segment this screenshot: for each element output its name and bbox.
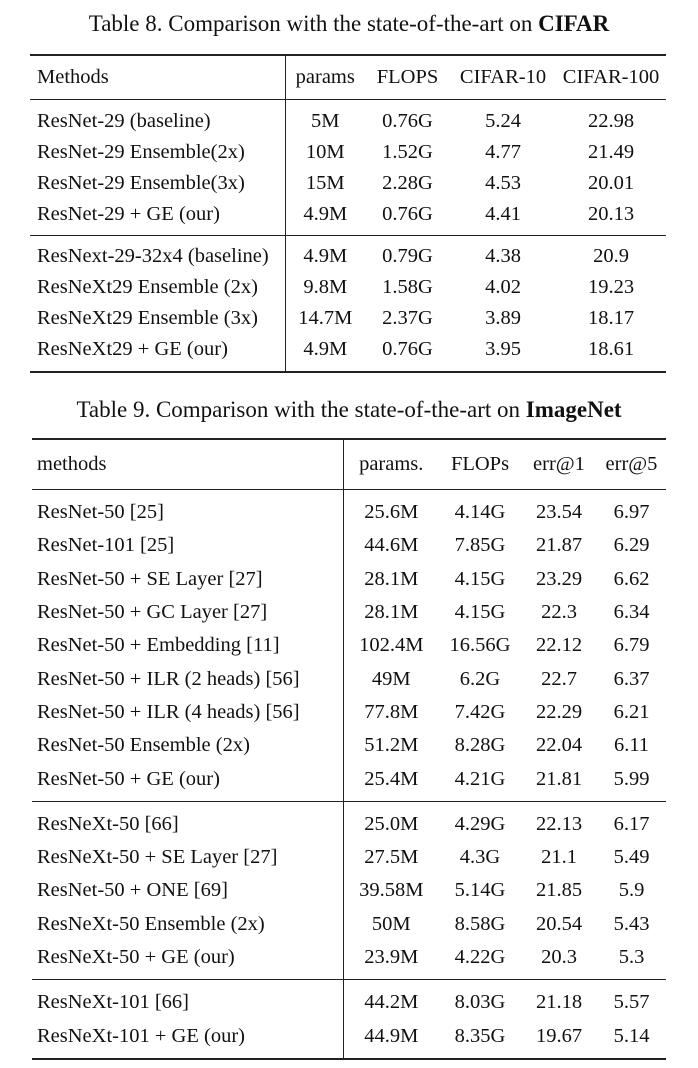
header-cifar100: CIFAR-100 [562, 66, 660, 88]
table-row [30, 168, 666, 199]
err1-cell: 23.29 [535, 567, 583, 590]
err1-cell: 22.7 [541, 667, 577, 690]
err5-cell: 5.49 [613, 846, 650, 869]
header-err1: err@1 [533, 453, 585, 475]
err5-cell: 6.29 [613, 534, 650, 557]
params-cell: 44.9M [343, 1019, 439, 1058]
flops-cell: 8.35G [454, 1024, 506, 1047]
cifar10-cell: 3.95 [485, 338, 521, 360]
table8-resnext-group [30, 236, 666, 373]
flops-cell: 7.85G [454, 534, 506, 557]
flops-cell: 4.21G [454, 767, 506, 790]
cifar-comparison-table [30, 54, 666, 373]
table8-resnet-group [30, 100, 666, 236]
flops-cell: 6.2G [459, 667, 501, 690]
flops-cell: 8.03G [454, 991, 506, 1014]
err1-cell: 22.3 [541, 601, 577, 624]
table-row [30, 236, 666, 273]
header-flops: FLOPs [450, 453, 510, 475]
method-cell: ResNet-29 Ensemble(2x) [37, 141, 245, 163]
err1-cell: 23.54 [535, 501, 583, 524]
table-row [30, 199, 666, 236]
params-cell: 4.9M [285, 199, 365, 236]
table8-caption-dataset: CIFAR [538, 11, 610, 36]
params-cell: 27.5M [343, 841, 439, 874]
flops-cell: 8.28G [454, 734, 506, 757]
table-row [30, 272, 666, 303]
method-cell: ResNet-50 + GE (our) [37, 767, 220, 790]
cifar100-cell: 19.23 [587, 276, 635, 298]
params-cell: 44.2M [343, 980, 439, 1020]
err5-cell: 5.57 [613, 991, 650, 1014]
method-cell: ResNeXt-50 + GE (our) [37, 946, 235, 968]
err5-cell: 6.62 [613, 567, 650, 590]
params-cell: 10M [285, 137, 365, 168]
method-cell: ResNet-50 + SE Layer [27] [37, 567, 263, 590]
flops-cell: 4.15G [454, 567, 506, 590]
params-cell: 14.7M [285, 303, 365, 334]
table-row [32, 596, 666, 629]
cifar100-cell: 22.98 [587, 110, 635, 132]
err1-cell: 20.54 [535, 912, 583, 935]
flops-cell: 4.14G [454, 501, 506, 524]
table9-resnext101-group [32, 980, 666, 1059]
flops-cell: 2.37G [382, 307, 433, 329]
params-cell: 50M [343, 908, 439, 941]
params-cell: 28.1M [343, 563, 439, 596]
err1-cell: 20.3 [541, 946, 577, 968]
err1-cell: 22.29 [535, 700, 583, 723]
header-cifar10: CIFAR-10 [459, 66, 547, 88]
table-row [32, 801, 666, 841]
params-cell: 4.9M [285, 236, 365, 273]
err5-cell: 5.43 [613, 912, 650, 935]
flops-cell: 0.76G [382, 110, 433, 132]
params-cell: 28.1M [343, 596, 439, 629]
params-cell: 49M [343, 662, 439, 695]
flops-cell: 16.56G [449, 634, 511, 657]
table-row [32, 908, 666, 941]
header-params: params. [343, 439, 439, 490]
params-cell: 4.9M [285, 334, 365, 372]
err5-cell: 6.79 [613, 634, 650, 657]
method-cell: ResNet-50 + ONE [69] [37, 879, 228, 902]
cifar100-cell: 21.49 [587, 141, 635, 163]
err1-cell: 19.67 [535, 1024, 583, 1047]
params-cell: 15M [285, 168, 365, 199]
err5-cell: 5.99 [613, 767, 650, 790]
err5-cell: 6.37 [613, 667, 650, 690]
method-cell: ResNet-29 + GE (our) [37, 203, 220, 225]
table-row [32, 980, 666, 1020]
table-row [30, 137, 666, 168]
params-cell: 25.6M [343, 490, 439, 530]
table8-caption-text: Table 8. Comparison with the state-of-the-art on [88, 11, 539, 36]
method-cell: ResNet-50 [25] [37, 501, 164, 524]
table9-caption-text: Table 9. Comparison with the state-of-the-art on [76, 397, 526, 422]
table9-resnet-group [32, 490, 666, 802]
table-row [32, 696, 666, 729]
flops-cell: 4.22G [454, 946, 506, 968]
flops-cell: 7.42G [454, 700, 506, 723]
method-cell: ResNeXt29 Ensemble (2x) [37, 276, 258, 298]
method-cell: ResNeXt-101 + GE (our) [37, 1024, 245, 1047]
err5-cell: 6.21 [613, 700, 650, 723]
table-row [32, 841, 666, 874]
err1-cell: 22.12 [535, 634, 583, 657]
params-cell: 77.8M [343, 696, 439, 729]
cifar100-cell: 18.17 [587, 307, 635, 329]
flops-cell: 4.3G [459, 846, 501, 869]
params-cell: 44.6M [343, 529, 439, 562]
err1-cell: 22.04 [535, 734, 583, 757]
header-methods: Methods [37, 66, 109, 88]
params-cell: 23.9M [343, 941, 439, 980]
table-row [32, 762, 666, 801]
cifar10-cell: 4.53 [485, 172, 521, 194]
table-row [32, 729, 666, 762]
flops-cell: 4.29G [454, 812, 506, 835]
table-row [32, 941, 666, 980]
method-cell: ResNeXt-50 + SE Layer [27] [37, 846, 278, 869]
table-row [30, 334, 666, 372]
cifar100-cell: 20.9 [593, 245, 629, 267]
method-cell: ResNext-29-32x4 (baseline) [37, 245, 269, 267]
cifar10-cell: 3.89 [485, 307, 521, 329]
params-cell: 39.58M [343, 874, 439, 907]
table-row [32, 563, 666, 596]
table8-caption [0, 10, 698, 38]
imagenet-comparison-table [32, 438, 666, 1060]
method-cell: ResNet-29 Ensemble(3x) [37, 172, 245, 194]
method-cell: ResNet-50 Ensemble (2x) [37, 734, 250, 757]
flops-cell: 5.14G [454, 879, 506, 902]
cifar10-cell: 4.77 [485, 141, 521, 163]
cifar100-cell: 20.13 [587, 203, 635, 225]
table9-header-row [32, 439, 666, 490]
cifar10-cell: 4.02 [485, 276, 521, 298]
table-row [32, 629, 666, 662]
method-cell: ResNeXt-101 [66] [37, 991, 190, 1014]
err5-cell: 6.34 [613, 601, 650, 624]
err5-cell: 6.17 [613, 812, 650, 835]
cifar10-cell: 4.38 [485, 245, 521, 267]
table9-caption-dataset: ImageNet [525, 397, 622, 422]
err1-cell: 22.13 [535, 812, 583, 835]
method-cell: ResNet-50 + ILR (4 heads) [56] [37, 700, 300, 723]
flops-cell: 1.52G [382, 141, 433, 163]
table-row [32, 662, 666, 695]
table-row [30, 303, 666, 334]
table-row [32, 1019, 666, 1058]
err5-cell: 5.9 [618, 879, 645, 902]
method-cell: ResNeXt29 + GE (our) [37, 338, 228, 360]
cifar10-cell: 4.41 [485, 203, 521, 225]
header-methods: methods [37, 453, 107, 475]
err1-cell: 21.18 [535, 991, 583, 1014]
err5-cell: 6.97 [613, 501, 650, 524]
header-err5: err@5 [605, 453, 658, 475]
err1-cell: 21.85 [535, 879, 583, 902]
table9-resnext50-group [32, 801, 666, 979]
table-row [32, 529, 666, 562]
err5-cell: 5.14 [613, 1024, 650, 1047]
params-cell: 25.0M [343, 801, 439, 841]
table-row [30, 100, 666, 138]
method-cell: ResNet-50 + GC Layer [27] [37, 601, 268, 624]
params-cell: 9.8M [285, 272, 365, 303]
err5-cell: 5.3 [618, 946, 645, 968]
flops-cell: 0.79G [382, 245, 433, 267]
flops-cell: 4.15G [454, 601, 506, 624]
method-cell: ResNet-101 [25] [37, 534, 175, 557]
cifar10-cell: 5.24 [485, 110, 521, 132]
err1-cell: 21.81 [535, 767, 583, 790]
flops-cell: 1.58G [382, 276, 433, 298]
err5-cell: 6.11 [613, 734, 650, 757]
params-cell: 51.2M [343, 729, 439, 762]
err1-cell: 21.1 [541, 846, 577, 869]
flops-cell: 2.28G [382, 172, 433, 194]
err1-cell: 21.87 [535, 534, 583, 557]
table8-header-row [30, 55, 666, 100]
header-flops: FLOPS [376, 66, 439, 88]
header-params: params [285, 55, 365, 100]
params-cell: 25.4M [343, 762, 439, 801]
table-row [32, 874, 666, 907]
method-cell: ResNet-29 (baseline) [37, 110, 211, 132]
method-cell: ResNeXt29 Ensemble (3x) [37, 307, 258, 329]
method-cell: ResNeXt-50 [66] [37, 812, 179, 835]
flops-cell: 0.76G [382, 203, 433, 225]
cifar100-cell: 20.01 [587, 172, 635, 194]
table-row [32, 490, 666, 530]
method-cell: ResNet-50 + ILR (2 heads) [56] [37, 667, 300, 690]
cifar100-cell: 18.61 [587, 338, 635, 360]
method-cell: ResNeXt-50 Ensemble (2x) [37, 912, 265, 935]
params-cell: 5M [285, 100, 365, 138]
method-cell: ResNet-50 + Embedding [11] [37, 634, 280, 657]
params-cell: 102.4M [343, 629, 439, 662]
flops-cell: 8.58G [454, 912, 506, 935]
table9-caption [0, 396, 698, 424]
flops-cell: 0.76G [382, 338, 433, 360]
